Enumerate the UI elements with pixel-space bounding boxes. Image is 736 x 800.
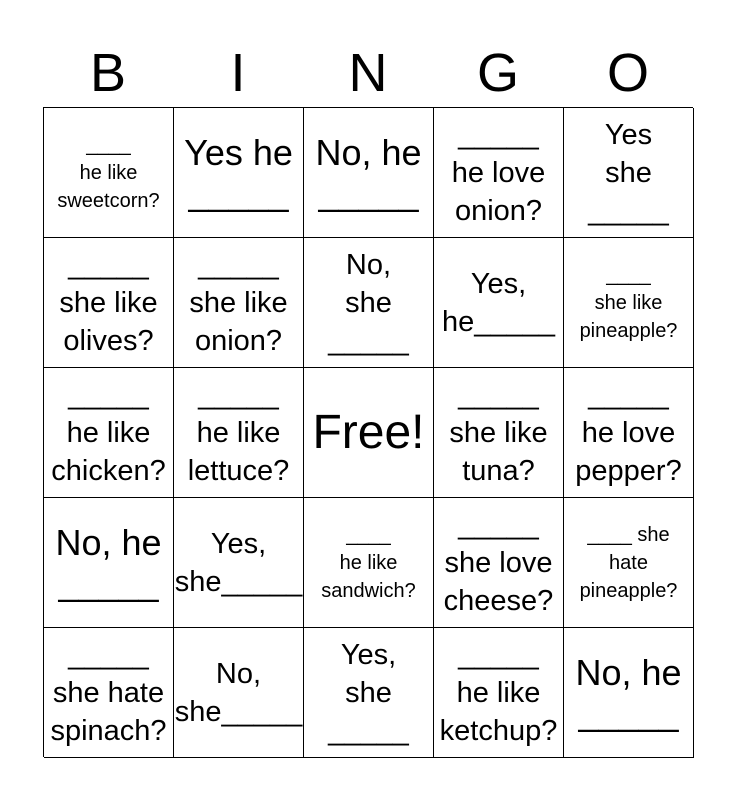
bingo-cell-r5c3[interactable]: Yes, she _____ [304, 628, 434, 758]
header-letter-i: I [230, 43, 246, 103]
bingo-cell-r3c1[interactable]: _____ he like chicken? [44, 368, 174, 498]
bingo-cell-r1c5[interactable]: Yes she _____ [564, 108, 694, 238]
bingo-cell-r1c1[interactable]: ____ he like sweetcorn? [44, 108, 174, 238]
bingo-header [43, 38, 693, 108]
bingo-cell-r4c5[interactable]: ____ she hate pineapple? [564, 498, 694, 628]
bingo-cell-r4c2[interactable]: Yes, she_____ [174, 498, 304, 628]
bingo-cell-r3c4[interactable]: _____ she like tuna? [434, 368, 564, 498]
bingo-cell-r5c4[interactable]: _____ he like ketchup? [434, 628, 564, 758]
bingo-cell-r2c1[interactable]: _____ she like olives? [44, 238, 174, 368]
bingo-cell-r1c3[interactable]: No, he _____ [304, 108, 434, 238]
header-letter-n: N [348, 43, 388, 103]
bingo-cell-r3c5[interactable]: _____ he love pepper? [564, 368, 694, 498]
bingo-board [43, 107, 693, 757]
bingo-cell-r5c5[interactable]: No, he _____ [564, 628, 694, 758]
bingo-cell-free[interactable]: Free! [304, 368, 434, 498]
bingo-cell-r4c1[interactable]: No, he _____ [44, 498, 174, 628]
header-letter-o: O [606, 43, 649, 103]
bingo-cell-r5c1[interactable]: _____ she hate spinach? [44, 628, 174, 758]
bingo-cell-r1c2[interactable]: Yes he _____ [174, 108, 304, 238]
bingo-cell-r4c4[interactable]: _____ she love cheese? [434, 498, 564, 628]
bingo-cell-r1c4[interactable]: _____ he love onion? [434, 108, 564, 238]
header-letter-g: G [476, 43, 519, 103]
bingo-cell-r2c2[interactable]: _____ she like onion? [174, 238, 304, 368]
bingo-cell-r5c2[interactable]: No, she_____ [174, 628, 304, 758]
bingo-cell-r2c4[interactable]: Yes, he_____ [434, 238, 564, 368]
bingo-cell-r4c3[interactable]: ____ he like sandwich? [304, 498, 434, 628]
bingo-cell-r3c2[interactable]: _____ he like lettuce? [174, 368, 304, 498]
bingo-cell-r2c3[interactable]: No, she _____ [304, 238, 434, 368]
header-letter-b: B [89, 43, 127, 103]
bingo-cell-r2c5[interactable]: ____ she like pineapple? [564, 238, 694, 368]
